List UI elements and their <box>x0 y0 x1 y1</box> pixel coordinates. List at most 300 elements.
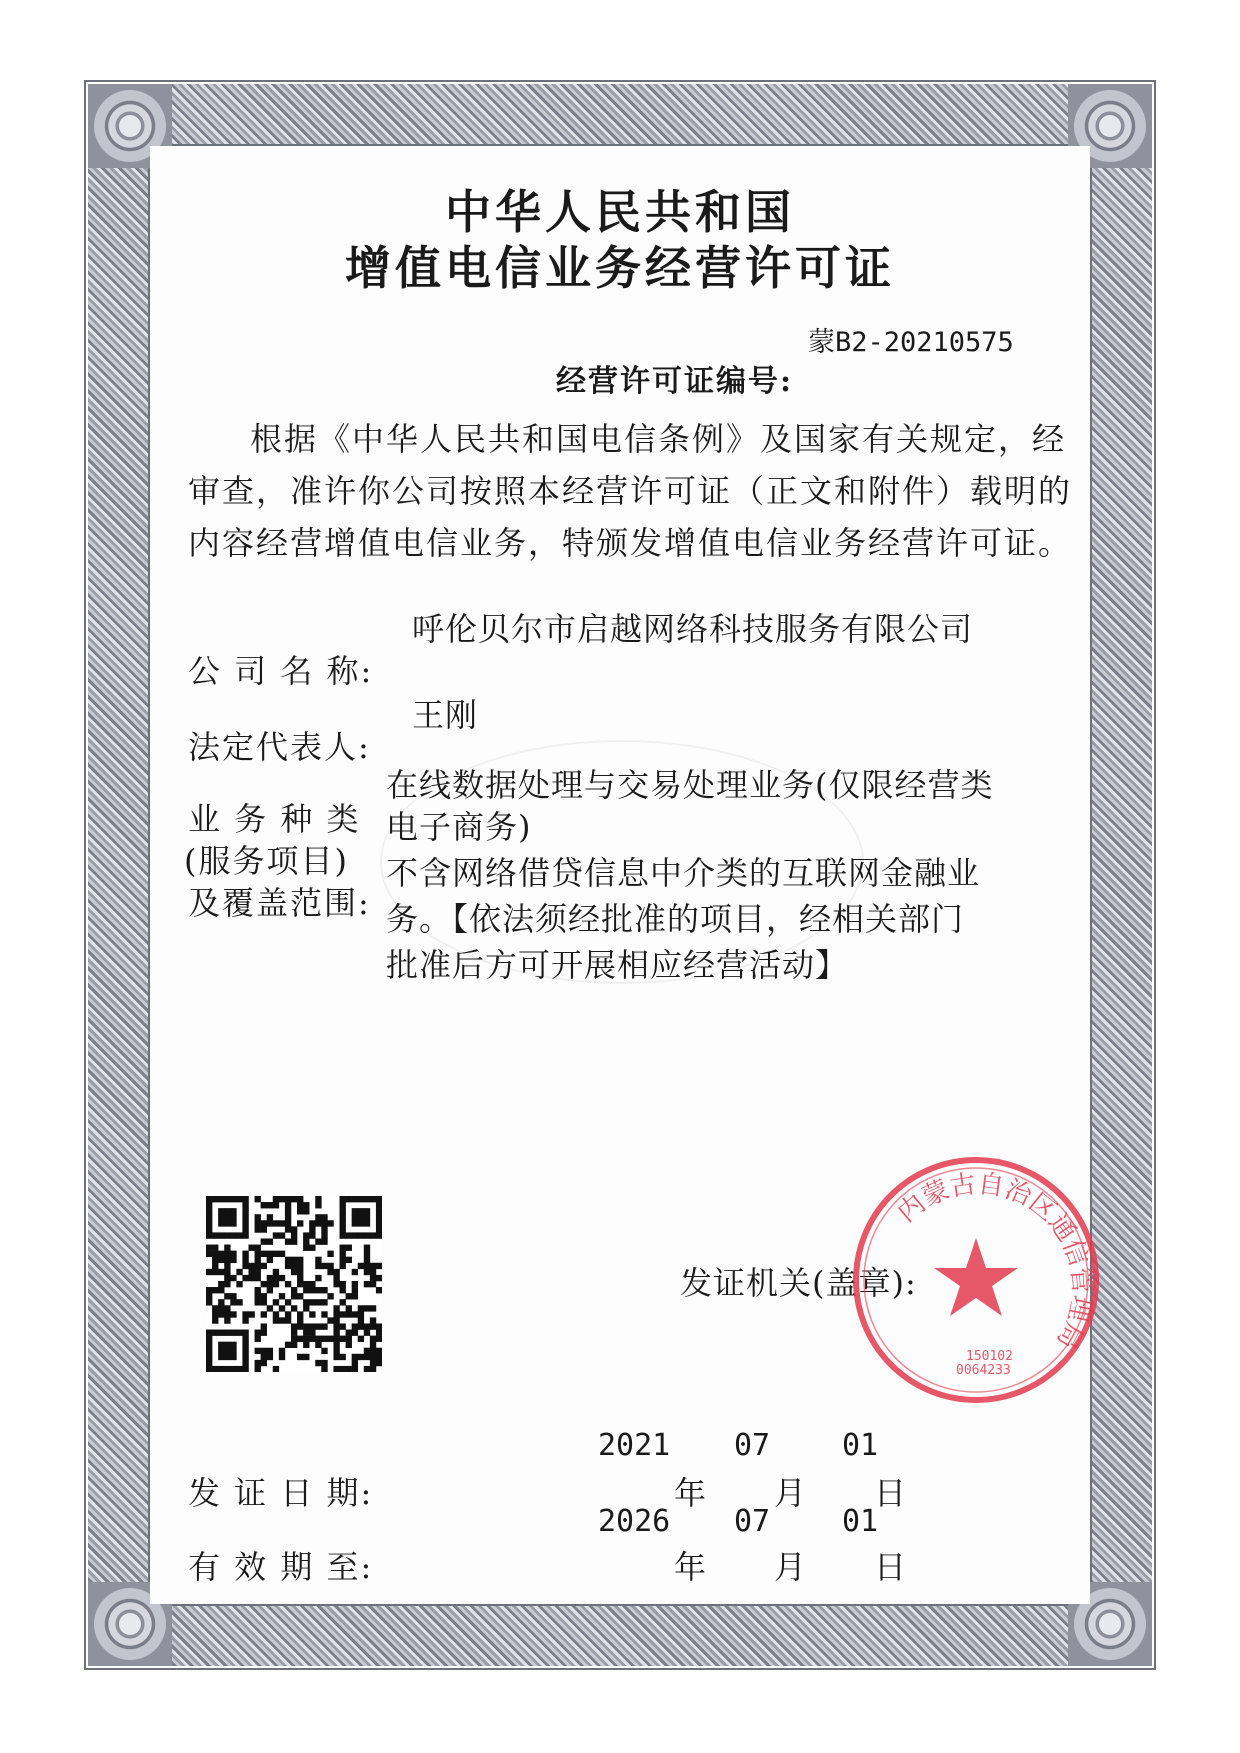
qr-module <box>376 1336 382 1342</box>
qr-module <box>358 1196 364 1202</box>
qr-module <box>370 1323 376 1329</box>
qr-module <box>212 1251 218 1257</box>
qr-module <box>224 1263 230 1269</box>
valid-until-year: 2026 <box>598 1504 671 1539</box>
qr-module <box>224 1251 230 1257</box>
qr-module <box>370 1275 376 1281</box>
qr-module <box>327 1336 333 1342</box>
qr-module <box>340 1263 346 1269</box>
qr-module <box>303 1232 309 1238</box>
qr-module <box>206 1336 212 1342</box>
qr-module <box>261 1323 267 1329</box>
qr-module <box>376 1232 382 1238</box>
certificate-title-line1: 中华人民共和国 <box>445 185 795 239</box>
qr-module <box>309 1299 315 1305</box>
qr-module <box>218 1305 224 1311</box>
company-name-label: 公 司 名 称: <box>188 652 374 690</box>
qr-module <box>358 1220 364 1226</box>
qr-module <box>206 1269 212 1275</box>
qr-module <box>364 1251 370 1257</box>
qr-module <box>333 1354 339 1360</box>
qr-module <box>315 1202 321 1208</box>
qr-module <box>376 1360 382 1366</box>
qr-module <box>321 1311 327 1317</box>
qr-module <box>358 1208 364 1214</box>
qr-module <box>364 1323 370 1329</box>
qr-module <box>218 1251 224 1257</box>
qr-module <box>255 1330 261 1336</box>
qr-module <box>242 1263 248 1269</box>
qr-module <box>358 1232 364 1238</box>
valid-until-label: 有 效 期 至: <box>188 1548 374 1586</box>
certificate-title-line2: 增值电信业务经营许可证 <box>345 241 895 295</box>
qr-module <box>230 1342 236 1348</box>
qr-module <box>315 1360 321 1366</box>
qr-module <box>267 1281 273 1287</box>
qr-module <box>297 1275 303 1281</box>
qr-module <box>291 1330 297 1336</box>
business-scope-line: 在线数据处理与交易处理业务(仅限经营类 <box>386 766 994 804</box>
legal-representative-label: 法定代表人: <box>188 728 371 766</box>
qr-module <box>315 1214 321 1220</box>
qr-module <box>352 1360 358 1366</box>
qr-module <box>297 1269 303 1275</box>
qr-module <box>291 1305 297 1311</box>
qr-module <box>261 1238 267 1244</box>
qr-module <box>236 1196 242 1202</box>
qr-module <box>255 1245 261 1251</box>
qr-module <box>206 1232 212 1238</box>
qr-module <box>218 1232 224 1238</box>
qr-module <box>340 1311 346 1317</box>
qr-module <box>291 1287 297 1293</box>
qr-module <box>224 1366 230 1372</box>
qr-module <box>242 1336 248 1342</box>
business-type-label: 业 务 种 类 <box>188 800 361 838</box>
qr-module <box>352 1354 358 1360</box>
qr-module <box>242 1354 248 1360</box>
qr-module <box>255 1226 261 1232</box>
qr-module <box>315 1220 321 1226</box>
qr-module <box>352 1220 358 1226</box>
qr-module <box>206 1360 212 1366</box>
qr-module <box>224 1281 230 1287</box>
seal-code-line1: 150102 <box>966 1349 1013 1364</box>
qr-module <box>218 1330 224 1336</box>
qr-module <box>346 1245 352 1251</box>
qr-module <box>224 1354 230 1360</box>
qr-module <box>315 1323 321 1329</box>
qr-module <box>346 1305 352 1311</box>
qr-module <box>291 1323 297 1329</box>
qr-module <box>273 1251 279 1257</box>
qr-module <box>376 1287 382 1293</box>
qr-module <box>273 1281 279 1287</box>
qr-module <box>327 1269 333 1275</box>
qr-module <box>242 1330 248 1336</box>
qr-module <box>261 1220 267 1226</box>
qr-module <box>230 1293 236 1299</box>
qr-module <box>303 1245 309 1251</box>
qr-module <box>346 1196 352 1202</box>
qr-module <box>376 1214 382 1220</box>
qr-module <box>376 1354 382 1360</box>
qr-module <box>346 1311 352 1317</box>
qr-module <box>340 1323 346 1329</box>
qr-module <box>303 1336 309 1342</box>
qr-module <box>255 1257 261 1263</box>
qr-module <box>212 1287 218 1293</box>
qr-module <box>206 1366 212 1372</box>
qr-module <box>212 1305 218 1311</box>
qr-module <box>279 1275 285 1281</box>
issue-date-day: 01 <box>842 1428 879 1463</box>
qr-module <box>309 1323 315 1329</box>
qr-module <box>273 1311 279 1317</box>
qr-module <box>273 1220 279 1226</box>
qr-module <box>224 1257 230 1263</box>
qr-module <box>352 1366 358 1372</box>
qr-module <box>321 1348 327 1354</box>
qr-module <box>291 1269 297 1275</box>
qr-module <box>218 1281 224 1287</box>
issue-date-month-unit: 月 <box>774 1474 807 1512</box>
qr-module <box>309 1245 315 1251</box>
qr-module <box>364 1281 370 1287</box>
qr-module <box>218 1342 224 1348</box>
qr-module <box>273 1269 279 1275</box>
qr-module <box>255 1366 261 1372</box>
qr-module <box>315 1238 321 1244</box>
qr-module <box>333 1330 339 1336</box>
body-text-line: 审查，准许你公司按照本经营许可证（正文和附件）载明的 <box>188 472 1073 510</box>
qr-module <box>255 1293 261 1299</box>
qr-module <box>352 1281 358 1287</box>
seal-authority-text: 内蒙古自治区通信管理局 <box>892 1169 1097 1354</box>
qr-module <box>370 1263 376 1269</box>
qr-module <box>218 1299 224 1305</box>
qr-module <box>206 1226 212 1232</box>
qr-module <box>321 1232 327 1238</box>
qr-module <box>303 1287 309 1293</box>
qr-module <box>333 1342 339 1348</box>
qr-module <box>376 1323 382 1329</box>
qr-module <box>267 1214 273 1220</box>
qr-module <box>315 1263 321 1269</box>
qr-module <box>230 1366 236 1372</box>
legal-representative-value: 王刚 <box>412 696 479 734</box>
qr-module <box>248 1275 254 1281</box>
qr-module <box>364 1263 370 1269</box>
qr-module <box>218 1208 224 1214</box>
qr-module <box>285 1214 291 1220</box>
qr-module <box>358 1263 364 1269</box>
qr-module <box>255 1348 261 1354</box>
qr-module <box>285 1257 291 1263</box>
qr-module <box>236 1232 242 1238</box>
qr-module <box>212 1257 218 1263</box>
qr-module <box>285 1299 291 1305</box>
qr-module <box>376 1263 382 1269</box>
business-coverage-label: 及覆盖范围: <box>188 884 371 922</box>
qr-module <box>261 1202 267 1208</box>
qr-module <box>255 1263 261 1269</box>
qr-module <box>267 1202 273 1208</box>
qr-module <box>297 1293 303 1299</box>
qr-module <box>224 1245 230 1251</box>
qr-module <box>340 1287 346 1293</box>
qr-module <box>261 1354 267 1360</box>
qr-module <box>224 1305 230 1311</box>
qr-module <box>346 1336 352 1342</box>
issue-date-label: 发 证 日 期: <box>188 1474 374 1512</box>
qr-module <box>242 1275 248 1281</box>
qr-module <box>261 1226 267 1232</box>
qr-module <box>218 1311 224 1317</box>
qr-module <box>273 1202 279 1208</box>
business-scope-line: 不含网络借贷信息中介类的互联网金融业 <box>386 854 981 892</box>
qr-module <box>255 1214 261 1220</box>
qr-module <box>230 1208 236 1214</box>
qr-module <box>370 1232 376 1238</box>
business-service-label: (服务项目) <box>184 842 349 880</box>
issue-date-year-unit: 年 <box>674 1474 707 1512</box>
qr-module <box>297 1257 303 1263</box>
qr-module <box>321 1287 327 1293</box>
qr-module <box>218 1287 224 1293</box>
qr-module <box>248 1311 254 1317</box>
qr-module <box>303 1330 309 1336</box>
qr-module <box>212 1269 218 1275</box>
qr-module <box>340 1245 346 1251</box>
qr-module <box>340 1208 346 1214</box>
qr-module <box>321 1360 327 1366</box>
qr-module <box>255 1220 261 1226</box>
valid-until-year-unit: 年 <box>674 1548 707 1586</box>
qr-module <box>303 1323 309 1329</box>
qr-module <box>321 1226 327 1232</box>
qr-module <box>309 1287 315 1293</box>
qr-module <box>370 1281 376 1287</box>
qr-module <box>364 1330 370 1336</box>
qr-module <box>273 1232 279 1238</box>
valid-until-day-unit: 日 <box>874 1548 907 1586</box>
qr-module <box>273 1317 279 1323</box>
qr-module <box>242 1348 248 1354</box>
qr-module <box>212 1366 218 1372</box>
qr-module <box>315 1299 321 1305</box>
qr-module <box>242 1232 248 1238</box>
qr-module <box>255 1287 261 1293</box>
qr-module <box>279 1305 285 1311</box>
qr-module <box>315 1342 321 1348</box>
valid-until-day: 01 <box>842 1504 879 1539</box>
qr-module <box>224 1275 230 1281</box>
qr-module <box>297 1208 303 1214</box>
qr-module <box>279 1354 285 1360</box>
qr-module <box>279 1293 285 1299</box>
qr-module <box>212 1245 218 1251</box>
qr-module <box>261 1348 267 1354</box>
qr-module <box>273 1275 279 1281</box>
qr-module <box>370 1342 376 1348</box>
qr-module <box>206 1202 212 1208</box>
qr-module <box>255 1275 261 1281</box>
qr-module <box>370 1269 376 1275</box>
qr-module <box>364 1348 370 1354</box>
issue-date-day-unit: 日 <box>874 1474 907 1512</box>
qr-module <box>236 1366 242 1372</box>
qr-module <box>364 1245 370 1251</box>
qr-module <box>285 1202 291 1208</box>
qr-module <box>218 1354 224 1360</box>
qr-module <box>376 1208 382 1214</box>
qr-module <box>358 1305 364 1311</box>
qr-module <box>346 1293 352 1299</box>
qr-module <box>218 1220 224 1226</box>
qr-module <box>315 1287 321 1293</box>
qr-module <box>261 1251 267 1257</box>
qr-module <box>315 1275 321 1281</box>
qr-module <box>376 1220 382 1226</box>
qr-module <box>346 1257 352 1263</box>
qr-module <box>236 1281 242 1287</box>
qr-module <box>273 1196 279 1202</box>
qr-module <box>218 1348 224 1354</box>
qr-module <box>242 1226 248 1232</box>
qr-module <box>224 1214 230 1220</box>
qr-module <box>364 1196 370 1202</box>
qr-module <box>206 1251 212 1257</box>
qr-module <box>255 1269 261 1275</box>
qr-module <box>230 1354 236 1360</box>
qr-module <box>261 1293 267 1299</box>
qr-module <box>212 1232 218 1238</box>
qr-module <box>321 1214 327 1220</box>
qr-module <box>224 1317 230 1323</box>
license-number-value: 蒙B2-20210575 <box>808 327 1014 358</box>
qr-module <box>327 1317 333 1323</box>
qr-module <box>358 1336 364 1342</box>
qr-module <box>224 1232 230 1238</box>
qr-module <box>309 1281 315 1287</box>
qr-module <box>327 1263 333 1269</box>
qr-module <box>218 1214 224 1220</box>
qr-module <box>303 1281 309 1287</box>
qr-module <box>297 1202 303 1208</box>
qr-module <box>224 1330 230 1336</box>
seal-code-line2: 0064233 <box>956 1363 1011 1378</box>
qr-module <box>261 1311 267 1317</box>
qr-module <box>321 1323 327 1329</box>
qr-module <box>206 1214 212 1220</box>
qr-module <box>267 1257 273 1263</box>
qr-module <box>309 1226 315 1232</box>
qr-module <box>358 1311 364 1317</box>
qr-module <box>340 1232 346 1238</box>
qr-module <box>370 1336 376 1342</box>
qr-module <box>285 1220 291 1226</box>
qr-module <box>315 1257 321 1263</box>
qr-module <box>230 1232 236 1238</box>
qr-module <box>224 1196 230 1202</box>
qr-module <box>370 1360 376 1366</box>
qr-module <box>285 1342 291 1348</box>
qr-module <box>364 1269 370 1275</box>
qr-module <box>291 1342 297 1348</box>
qr-module <box>309 1336 315 1342</box>
qr-module <box>303 1342 309 1348</box>
qr-module <box>242 1196 248 1202</box>
qr-module <box>206 1342 212 1348</box>
official-seal <box>848 1152 1104 1408</box>
qr-module <box>230 1251 236 1257</box>
qr-module <box>242 1360 248 1366</box>
qr-module <box>376 1196 382 1202</box>
qr-module <box>340 1281 346 1287</box>
qr-module <box>255 1196 261 1202</box>
qr-module <box>358 1323 364 1329</box>
qr-module <box>297 1354 303 1360</box>
qr-module <box>248 1245 254 1251</box>
qr-module <box>376 1275 382 1281</box>
qr-module <box>352 1232 358 1238</box>
qr-module <box>352 1214 358 1220</box>
qr-module <box>340 1299 346 1305</box>
qr-module <box>230 1275 236 1281</box>
qr-module <box>242 1220 248 1226</box>
qr-module <box>224 1293 230 1299</box>
qr-module <box>242 1257 248 1263</box>
qr-module <box>303 1354 309 1360</box>
qr-module <box>321 1299 327 1305</box>
qr-module <box>333 1317 339 1323</box>
qr-module <box>370 1366 376 1372</box>
qr-module <box>218 1269 224 1275</box>
qr-module <box>303 1305 309 1311</box>
qr-module <box>230 1257 236 1263</box>
qr-module <box>212 1317 218 1323</box>
body-text-line: 根据《中华人民共和国电信条例》及国家有关规定，经 <box>250 420 1067 458</box>
qr-module <box>291 1293 297 1299</box>
qr-module <box>230 1299 236 1305</box>
qr-module <box>321 1366 327 1372</box>
qr-module <box>297 1196 303 1202</box>
qr-module <box>285 1208 291 1214</box>
valid-until-month-unit: 月 <box>774 1548 807 1586</box>
qr-module <box>333 1311 339 1317</box>
qr-module <box>352 1196 358 1202</box>
qr-module <box>327 1293 333 1299</box>
qr-module <box>224 1348 230 1354</box>
qr-module <box>333 1336 339 1342</box>
qr-module <box>212 1196 218 1202</box>
qr-module <box>333 1323 339 1329</box>
qr-module <box>291 1232 297 1238</box>
qr-module <box>218 1196 224 1202</box>
qr-module <box>285 1226 291 1232</box>
issue-date-month: 07 <box>734 1428 771 1463</box>
qr-module <box>255 1336 261 1342</box>
qr-module <box>224 1208 230 1214</box>
qr-module <box>340 1366 346 1372</box>
qr-module <box>224 1342 230 1348</box>
qr-module <box>333 1366 339 1372</box>
business-scope-line: 电子商务) <box>386 808 532 846</box>
qr-module <box>267 1238 273 1244</box>
qr-module <box>291 1226 297 1232</box>
qr-module <box>340 1354 346 1360</box>
